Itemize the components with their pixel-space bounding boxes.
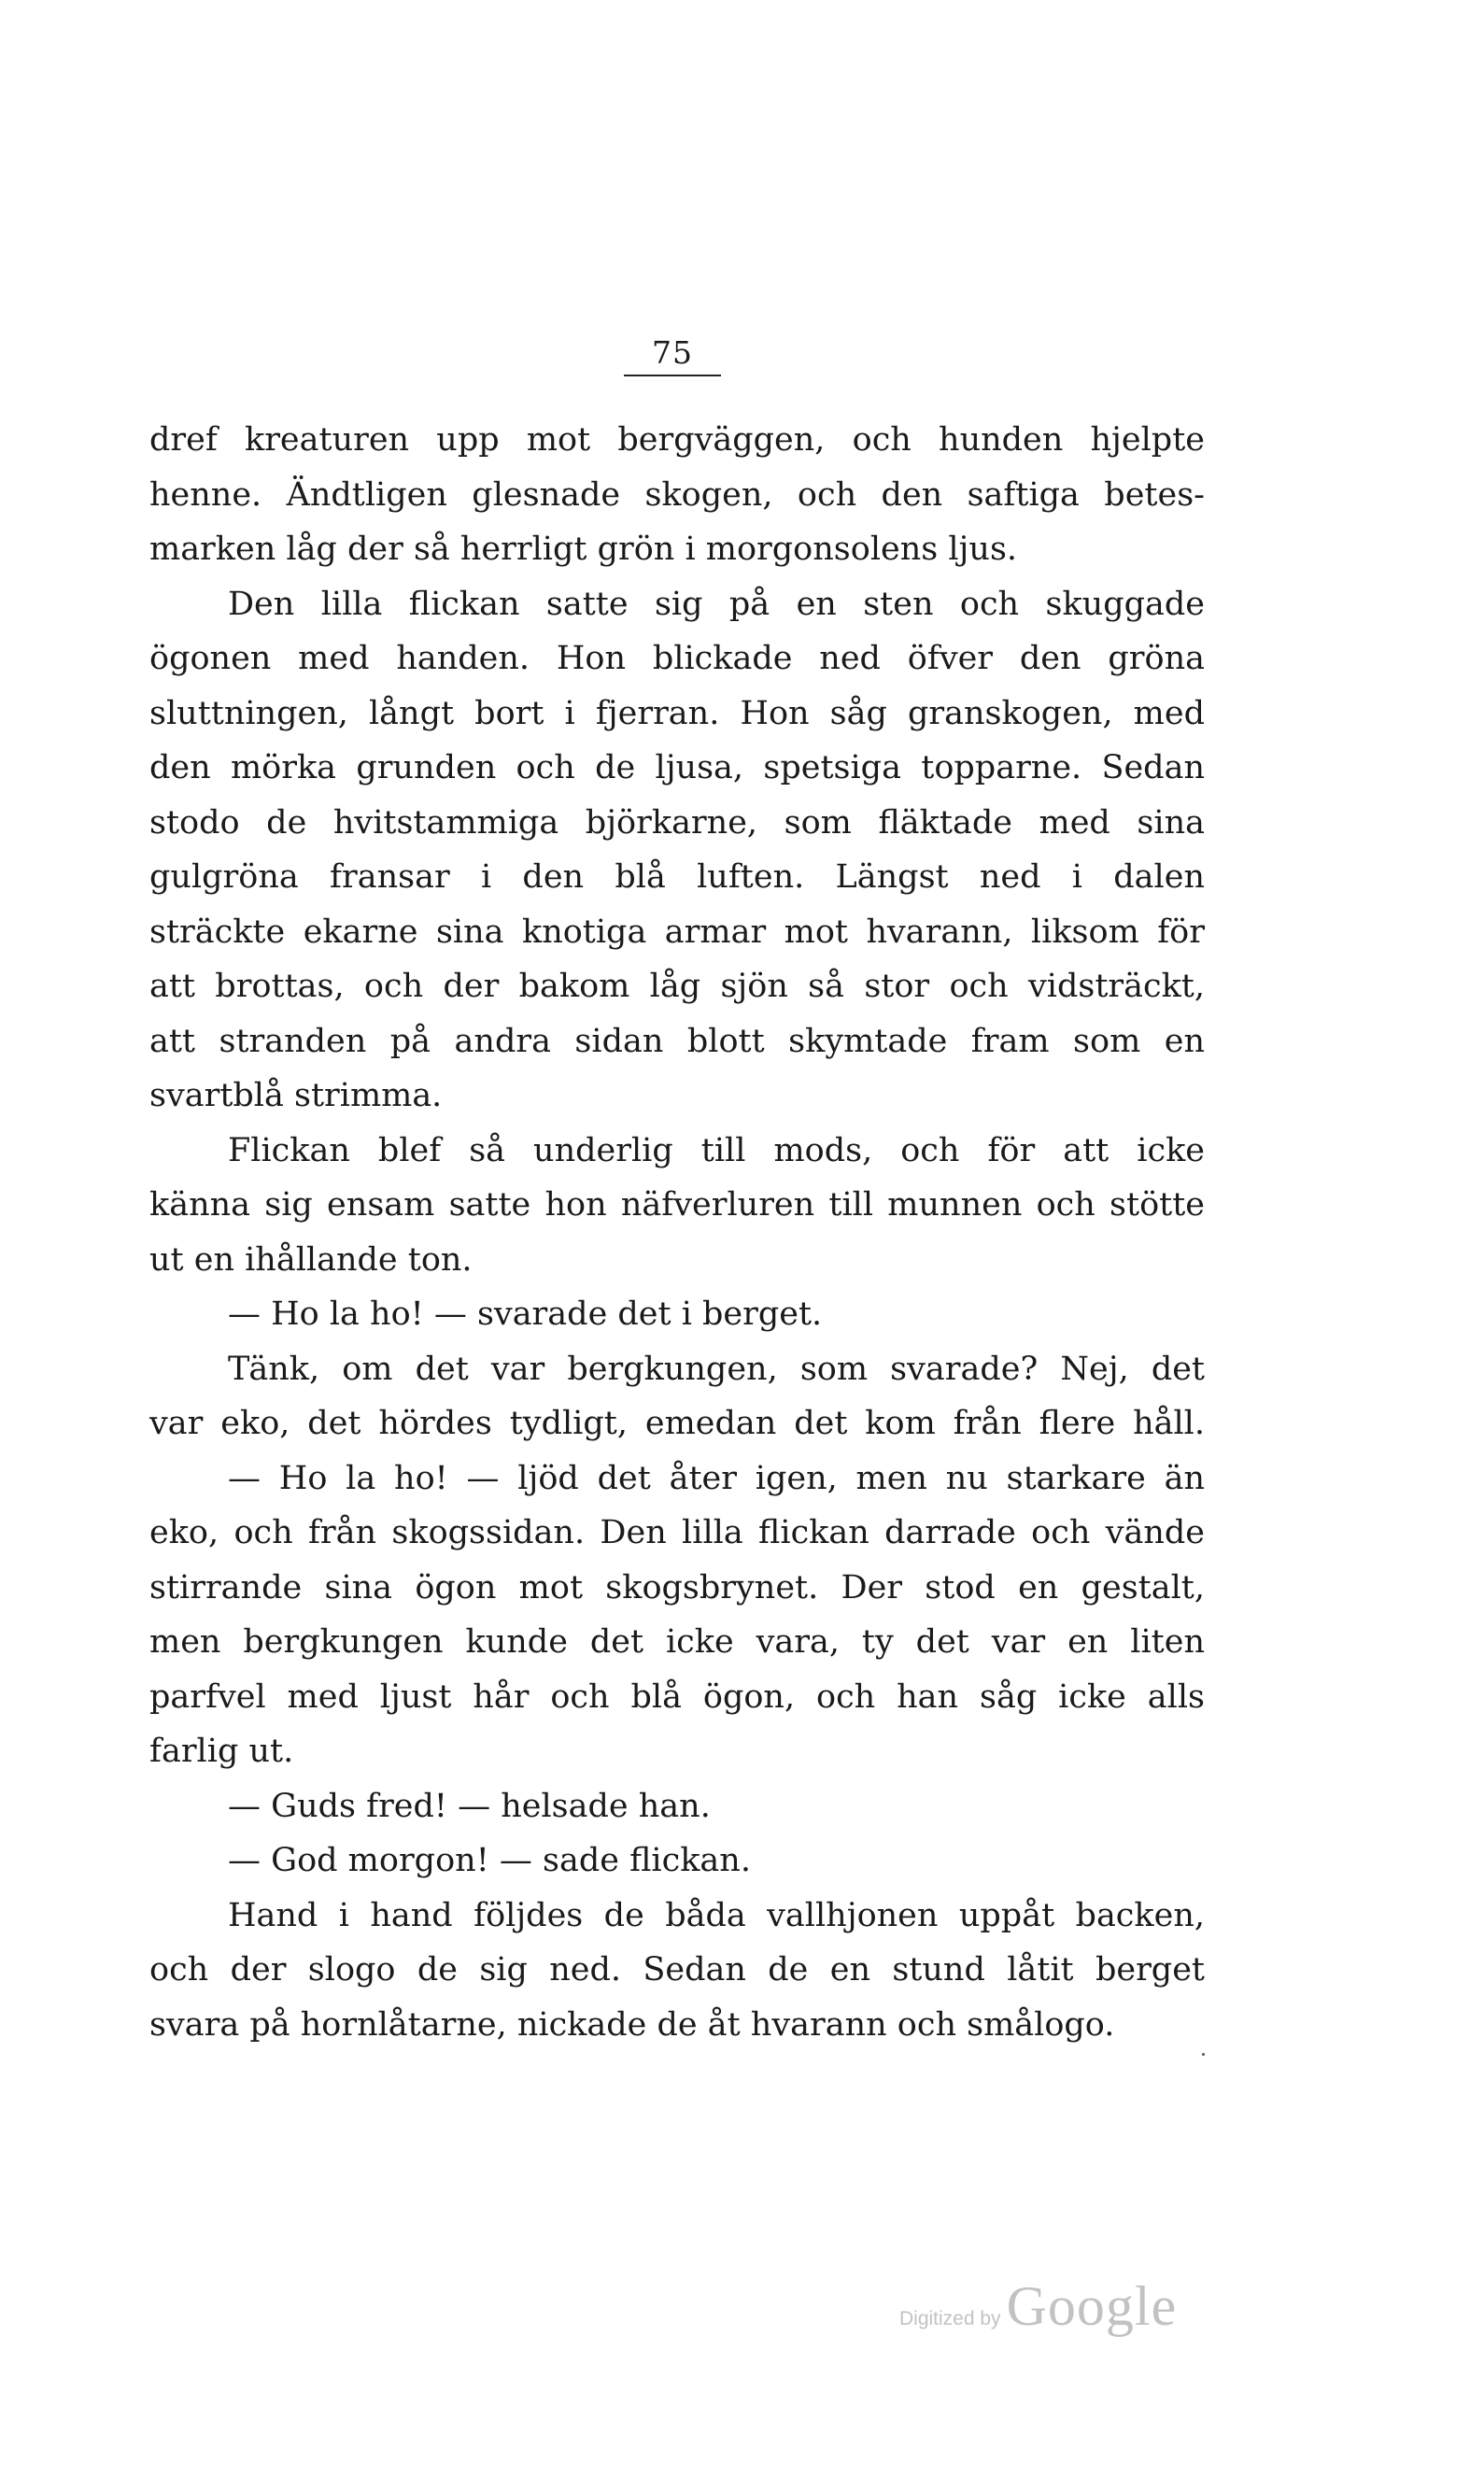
text-line: svara på hornlåtarne, nickade de åt hvarann och smålogo.: [149, 2005, 1115, 2044]
text-line: farlig ut.: [149, 1733, 294, 1770]
text-line: ögonen med handen. Hon blickade ned öfver den gröna: [149, 640, 1205, 677]
text-line: att stranden på andra sidan blott skymtade fram som en: [149, 1022, 1205, 1060]
digitized-by-google-watermark: [899, 2274, 1177, 2339]
text-line: Flickan blef så underlig till mods, och för att icke: [228, 1131, 1205, 1169]
text-line: sträckte ekarne sina knotiga armar mot hvarann, liksom för: [149, 913, 1205, 951]
watermark-small-text: Digitized by: [899, 2308, 1001, 2329]
text-line: den mörka grunden och de ljusa, spetsiga topparne. Sedan: [149, 749, 1205, 786]
text-line: — Guds fred! — helsade han.: [228, 1787, 711, 1825]
text-line: att brottas, och der bakom låg sjön så stor och vidsträckt,: [149, 968, 1205, 1005]
text-line: parfvel med ljust hår och blå ögon, och han såg icke alls: [149, 1677, 1205, 1716]
text-line: svartblå strimma.: [149, 1077, 443, 1114]
text-line: henne. Ändtligen glesnade skogen, och den saftiga betes-: [149, 475, 1205, 514]
text-line: känna sig ensam satte hon näfverluren till munnen och stötte: [149, 1186, 1205, 1224]
page-number: 75: [624, 334, 721, 376]
text-line: stirrande sina ögon mot skogsbrynet. Der stod en gestalt,: [149, 1568, 1205, 1607]
body-text: [149, 413, 1205, 2052]
text-line: marken låg der så herrligt grön i morgonsolens ljus.: [149, 531, 1018, 568]
text-line: stodo de hvitstammiga björkarne, som fläktade med sina: [149, 803, 1205, 842]
text-line: — Ho la ho! — svarade det i berget.: [228, 1295, 823, 1333]
text-line: — Ho la ho! — ljöd det åter igen, men nu starkare än: [228, 1459, 1205, 1497]
text-line: gulgröna fransar i den blå luften. Längst ned i dalen: [149, 858, 1205, 896]
text-line: Den lilla flickan satte sig på en sten och skuggade: [228, 585, 1205, 623]
text-line: — God morgon! — sade flickan.: [228, 1842, 751, 1879]
text-line: men bergkungen kunde det icke vara, ty det var en liten: [149, 1623, 1205, 1661]
text-line: eko, och från skogssidan. Den lilla flickan darrade och vände: [149, 1514, 1205, 1551]
text-line: ut en ihållande ton.: [149, 1240, 473, 1279]
text-line: och der slogo de sig ned. Sedan de en stund låtit berget: [149, 1951, 1205, 1989]
text-line: var eko, det hördes tydligt, emedan det kom från flere håll.: [149, 1405, 1205, 1442]
text-line: sluttningen, långt bort i fjerran. Hon såg granskogen, med: [149, 694, 1205, 732]
text-line: Hand i hand följdes de båda vallhjonen uppåt backen,: [228, 1896, 1205, 1934]
page-number-container: [0, 334, 1345, 376]
stray-ink-dot: [1202, 2053, 1205, 2056]
text-line: Tänk, om det var bergkungen, som svarade? Nej, det: [228, 1350, 1205, 1388]
text-line: dref kreaturen upp mot bergväggen, och hunden hjelpte: [149, 421, 1205, 459]
google-logo-text: Google: [1006, 2275, 1178, 2337]
